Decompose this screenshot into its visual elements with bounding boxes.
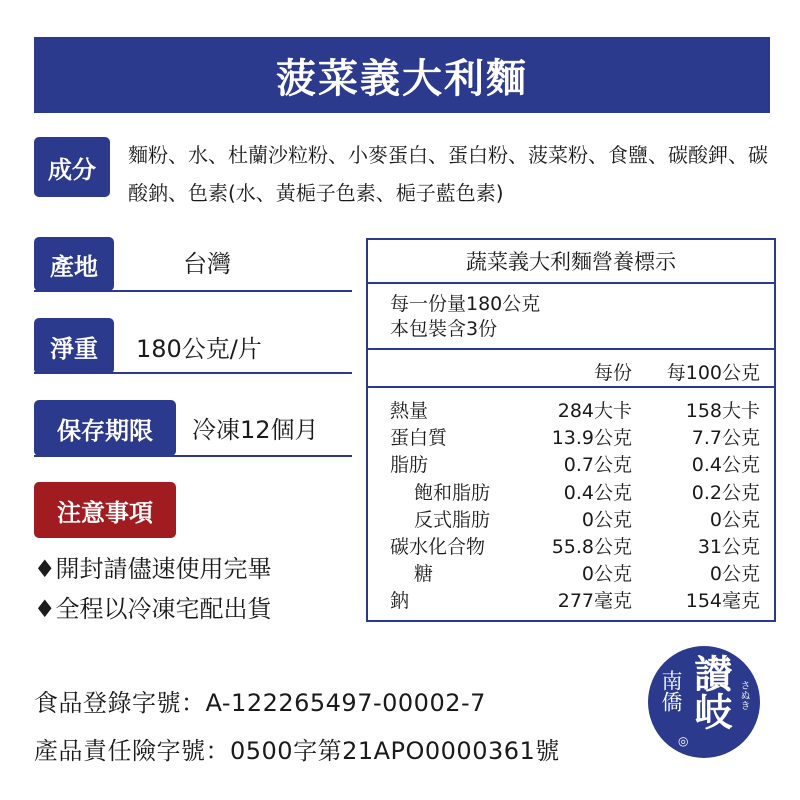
origin-value: 台灣 (183, 250, 231, 278)
nutrient-per-100g: 0.2公克 (691, 481, 760, 504)
nutrition-row (368, 396, 774, 423)
nutrient-name: 蛋白質 (390, 427, 448, 450)
origin-label: 產地 (34, 237, 114, 291)
note-item: ♦開封請儘速使用完畢 (34, 555, 272, 583)
nutrient-per-100g: 0公克 (709, 508, 760, 531)
nutrition-header-row (368, 350, 774, 388)
nutrient-per-serving: 13.9公克 (551, 427, 632, 450)
food-registration-number: 食品登錄字號：A-122265497-00002-7 (34, 689, 486, 717)
nutrition-row (368, 478, 774, 505)
ingredients-text: 麵粉、水、杜蘭沙粒粉、小麥蛋白、蛋白粉、菠菜粉、食鹽、碳酸鉀、碳酸鈉、色素(水、黃梔子色素、梔子藍色素) (128, 143, 768, 205)
logo-kana: さぬき (738, 680, 749, 710)
nutrient-per-serving: 284大卡 (557, 400, 632, 422)
nutrition-row (368, 423, 774, 450)
nutrient-per-serving: 277毫克 (557, 590, 632, 613)
nutrient-per-serving: 0公克 (581, 508, 632, 531)
nutrient-per-100g: 31公克 (697, 535, 760, 558)
nutrition-title: 蔬菜義大利麵營養標示 (368, 240, 774, 284)
shelf-life-label: 保存期限 (34, 400, 176, 456)
nutrition-row (368, 450, 774, 477)
nutrition-row (368, 586, 774, 613)
nutrition-table (366, 238, 776, 622)
insurance-number: 產品責任險字號：0500字第21APO0000361號 (34, 737, 560, 765)
nutrient-per-serving: 0.4公克 (563, 481, 632, 504)
logo-text-small: 南僑 (659, 670, 683, 712)
weight-value: 180公克/片 (136, 335, 262, 363)
shelf-life-value: 冷凍12個月 (192, 416, 319, 444)
logo-text-large: 讃岐 (688, 654, 732, 730)
nutrient-name: 脂肪 (390, 454, 429, 477)
nutrient-name: 碳水化合物 (390, 535, 486, 558)
brand-logo (648, 646, 760, 758)
divider (34, 290, 352, 292)
nutrient-per-serving: 0公克 (581, 563, 632, 586)
divider (34, 455, 352, 457)
divider (34, 372, 352, 374)
page-title: 菠菜義大利麵 (34, 37, 770, 113)
nutrient-name: 反式脂肪 (414, 508, 491, 531)
ingredients-label: 成分 (34, 137, 110, 197)
per-serving-header: 每份 (593, 362, 632, 384)
nutrient-name: 鈉 (390, 590, 410, 613)
serving-size: 每一份量180公克 (390, 293, 541, 315)
nutrient-per-100g: 0公克 (709, 563, 760, 586)
nutrient-per-serving: 55.8公克 (551, 535, 632, 558)
nutrient-name: 糖 (414, 563, 434, 586)
weight-label: 淨重 (34, 318, 114, 374)
nutrient-per-100g: 154毫克 (685, 590, 760, 613)
nutrient-per-100g: 7.7公克 (691, 427, 760, 450)
logo-mark-icon: ◎ (678, 734, 689, 748)
note-item: ♦全程以冷凍宅配出貨 (34, 595, 272, 623)
nutrient-per-100g: 158大卡 (685, 400, 760, 422)
servings-per-package: 本包裝含3份 (390, 318, 498, 340)
nutrition-row (368, 505, 774, 532)
nutrient-name: 熱量 (390, 400, 429, 422)
nutrition-rows (368, 388, 774, 614)
nutrient-name: 飽和脂肪 (414, 481, 491, 504)
nutrient-per-100g: 0.4公克 (691, 454, 760, 477)
nutrition-row (368, 532, 774, 559)
notes-label: 注意事項 (34, 482, 176, 538)
nutrition-serving-info (368, 284, 774, 350)
nutrient-per-serving: 0.7公克 (563, 454, 632, 477)
per-100g-header: 每100公克 (666, 362, 760, 384)
nutrition-row (368, 559, 774, 586)
